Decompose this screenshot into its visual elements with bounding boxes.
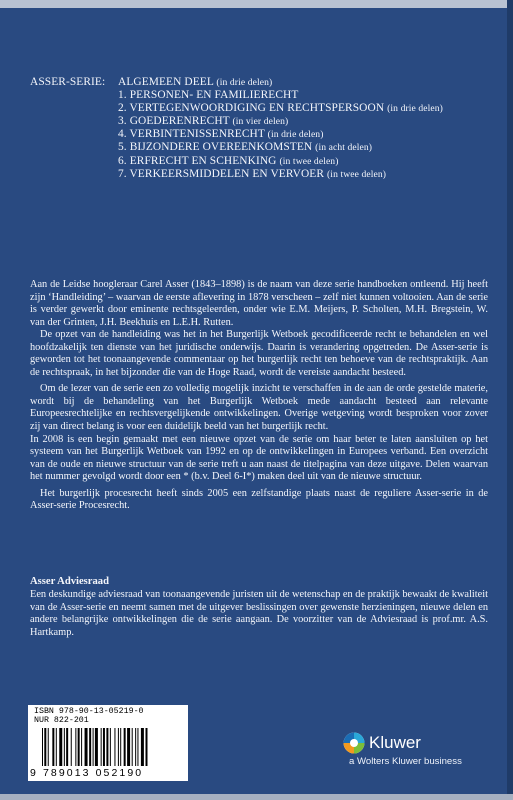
series-row: [30, 141, 490, 154]
series-row: [30, 89, 490, 102]
series-row: [30, 155, 490, 168]
series-item: 2. VERTEGENWOORDIGING EN RECHTSPERSOON (in drie delen): [118, 102, 443, 115]
series-item: 5. BIJZONDERE OVEREENKOMSTEN (in acht delen): [118, 141, 373, 154]
series-row: [30, 115, 490, 128]
series-item: ALGEMEEN DEEL (in drie delen): [118, 76, 273, 88]
kluwer-globe-icon: [343, 732, 365, 754]
paragraph: In 2008 is een begin gemaakt met een nieuwe opzet van de serie om haar beter te laten aansluiten op het systeem van het Burgerlijk Wetboek van 1992 en op de ontwikkelingen in Europees verband. Een overzicht van de oude en nieuwe structuur van de serie treft u aan naast de titelpagina van deze uitgave. Delen waarvan het nummer gevolgd wordt door een * (b.v. Deel 6-I*) maken deel uit van de nieuwe structuur.: [30, 433, 488, 483]
cover-spine-edge: [507, 0, 513, 800]
barcode: [42, 728, 182, 766]
series-row: [30, 102, 490, 115]
series-item: 1. PERSONEN- EN FAMILIERECHT: [118, 89, 299, 102]
series-list: [30, 76, 490, 181]
paragraph: Aan de Leidse hoogleraar Carel Asser (1843–1898) is de naam van deze serie handboeken ontleend. Hij heeft zijn ‘Handleiding’ – waarvan de eerste aflevering in 1878 verscheen – zelf niet kunnen voltooien. Aan de serie is verder gewerkt door eminente rechtsgeleerden, onder wie E.M. Meijers, P. Scholten, M.H. Bregstein, W. van der Grinten, J.H. Beekhuis en L.E.H. Rutten.: [30, 279, 488, 328]
paragraph: Het burgerlijk procesrecht heeft sinds 2005 een zelfstandige plaats naast de reguliere Asser-serie in de Asser-serie Procesrecht.: [30, 487, 488, 512]
series-label: ASSER-SERIE:: [30, 76, 106, 88]
publisher-logo: [343, 732, 493, 772]
nur-code: NUR 822-201: [34, 716, 89, 725]
series-item: 3. GOEDERENRECHT (in vier delen): [118, 115, 289, 128]
cover-top-edge: [0, 0, 513, 8]
cover-bottom-edge: [0, 794, 513, 800]
series-row: [30, 128, 490, 141]
advisory-board-heading: Asser Adviesraad: [30, 576, 109, 587]
publisher-tagline: a Wolters Kluwer business: [349, 756, 462, 767]
isbn-number: ISBN 978-90-13-05219-0: [34, 707, 144, 716]
isbn-barcode-box: [28, 705, 188, 781]
description-text: [30, 279, 488, 513]
barcode-digits: 9 789013 052190: [30, 767, 144, 779]
series-item: 7. VERKEERSMIDDELEN EN VERVOER (in twee delen): [118, 167, 387, 180]
paragraph: De opzet van de handleiding was het in het Burgerlijk Wetboek gecodificeerde recht te behandelen en wel hoofdzakelijk ten dienste van het juridische onderwijs. Daarin is verandering opgetreden. De Asser-serie is geworden tot het toonaangevende commentaar op het burgerlijk recht ten behoeve van de rechtspraktijk. Aan de rechtspraak, in het bijzonder die van de Hoge Raad, wordt de vereiste aandacht besteed.: [30, 329, 488, 378]
series-item: 6. ERFRECHT EN SCHENKING (in twee delen): [118, 154, 339, 167]
advisory-board-text: Een deskundige adviesraad van toonaangevende juristen uit de wetenschap en de praktijk bewaakt de kwaliteit van de Asser-serie en neemt samen met de uitgever beslissingen over gewenste herzieningen, nieuwe delen en andere belangrijke ontwikkelingen die de serie aangaan. De voorzitter van de Adviesraad is prof.mr. A.S. Hartkamp.: [30, 589, 488, 638]
paragraph: Om de lezer van de serie een zo volledig mogelijk inzicht te verschaffen in de aan de orde gestelde materie, wordt bij de behandeling van het Burgerlijk Wetboek mede aandacht besteed aan relevante Europeesrechtelijke en rechtsvergelijkende ontwikkelingen. Overige wetgeving wordt besproken voor zover zij van direct belang is voor een duidelijk beeld van het burgerlijk recht.: [30, 383, 488, 433]
series-row: [30, 76, 490, 89]
series-row: [30, 168, 490, 181]
series-item: 4. VERBINTENISSENRECHT (in drie delen): [118, 128, 324, 141]
publisher-name: Kluwer: [369, 733, 421, 752]
